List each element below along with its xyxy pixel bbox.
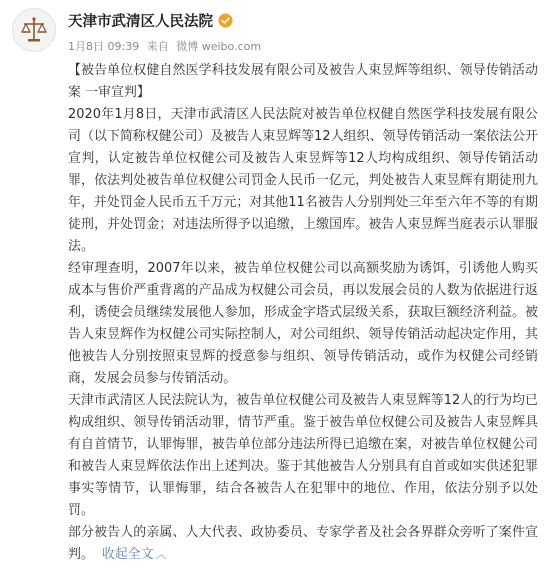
post-header [12,6,538,56]
post-paragraph-3: 天津市武清区人民法院认为，被告单位权健公司及被告人束昱辉等12人的行为均已构成组织、领导传销活动罪，情节严重。鉴于被告单位权健公司及被告人束昱辉具有自首情节，认罪悔罪，被告单位部分违法所得已追缴在案，对被告单位权健公司和被告人束昱辉依法作出上述判决。鉴于其他被告人分别具有自首或如实供述犯罪事实等情节，认罪悔罪，结合各被告人在犯罪中的地位、作用，依法分别予以处罚。 [68,393,538,518]
collapse-text-button[interactable] [102,544,167,566]
user-name[interactable]: 天津市武清区人民法院 [68,14,213,30]
post-paragraph-4-text: 部分被告人的亲属、人大代表、政协委员、专家学者及社会各界群众旁听了案件宣判。 [68,525,538,562]
avatar[interactable] [12,8,56,52]
source-prefix: 来自 [146,40,169,53]
verified-badge-icon [218,13,233,28]
name-row [68,10,265,31]
collapse-label: 收起全文 [101,547,154,562]
post-headline: 【被告单位权健自然医学科技发展有限公司及被告人束昱辉等组织、领导传销活动案 一审宣判】 [68,63,538,100]
user-block [68,6,265,54]
post-paragraph-4 [68,522,538,566]
post-paragraph-1: 2020年1月8日，天津市武清区人民法院对被告单位权健自然医学科技发展有限公司（以下简称权健公司）及被告人束昱辉等12人组织、领导传销活动一案依法公开宣判，认定被告单位权健公司及被告人束昱辉等12人均构成组织、领导传销活动罪，依法判处被告单位权健公司罚金人民币一亿元，判处被告人束昱辉有期徒刑九年，并处罚金人民币五千万元；对其他11名被告人分别判处三年至六年不等的有期徒刑，并处罚金；对违法所得予以追缴，上缴国库。被告人束昱辉当庭表示认罪服法。 [68,107,538,254]
post-source[interactable]: 微博 weibo.com [176,40,262,53]
post-paragraph-2: 经审理查明，2007年以来，被告单位权健公司以高额奖励为诱饵，引诱他人购买成本与售价严重背离的产品成为权健公司会员，再以发展会员的人数为依据进行返利，诱使会员继续发展他人参加，形成金字塔式层级关系，获取巨额经济利益。被告人束昱辉作为权健公司实际控制人，对公司组织、领导传销活动起决定作用，其他被告人分别按照束昱辉的授意参与组织、领导传销活动，或作为权健公司经销商，发展会员参与传销活动。 [68,261,538,386]
court-emblem-icon [19,15,49,45]
post-meta [68,38,265,54]
chevron-up-icon: ︿ [155,548,167,561]
post-time[interactable]: 1月8日 09:39 [68,40,140,53]
post-content [68,60,538,566]
